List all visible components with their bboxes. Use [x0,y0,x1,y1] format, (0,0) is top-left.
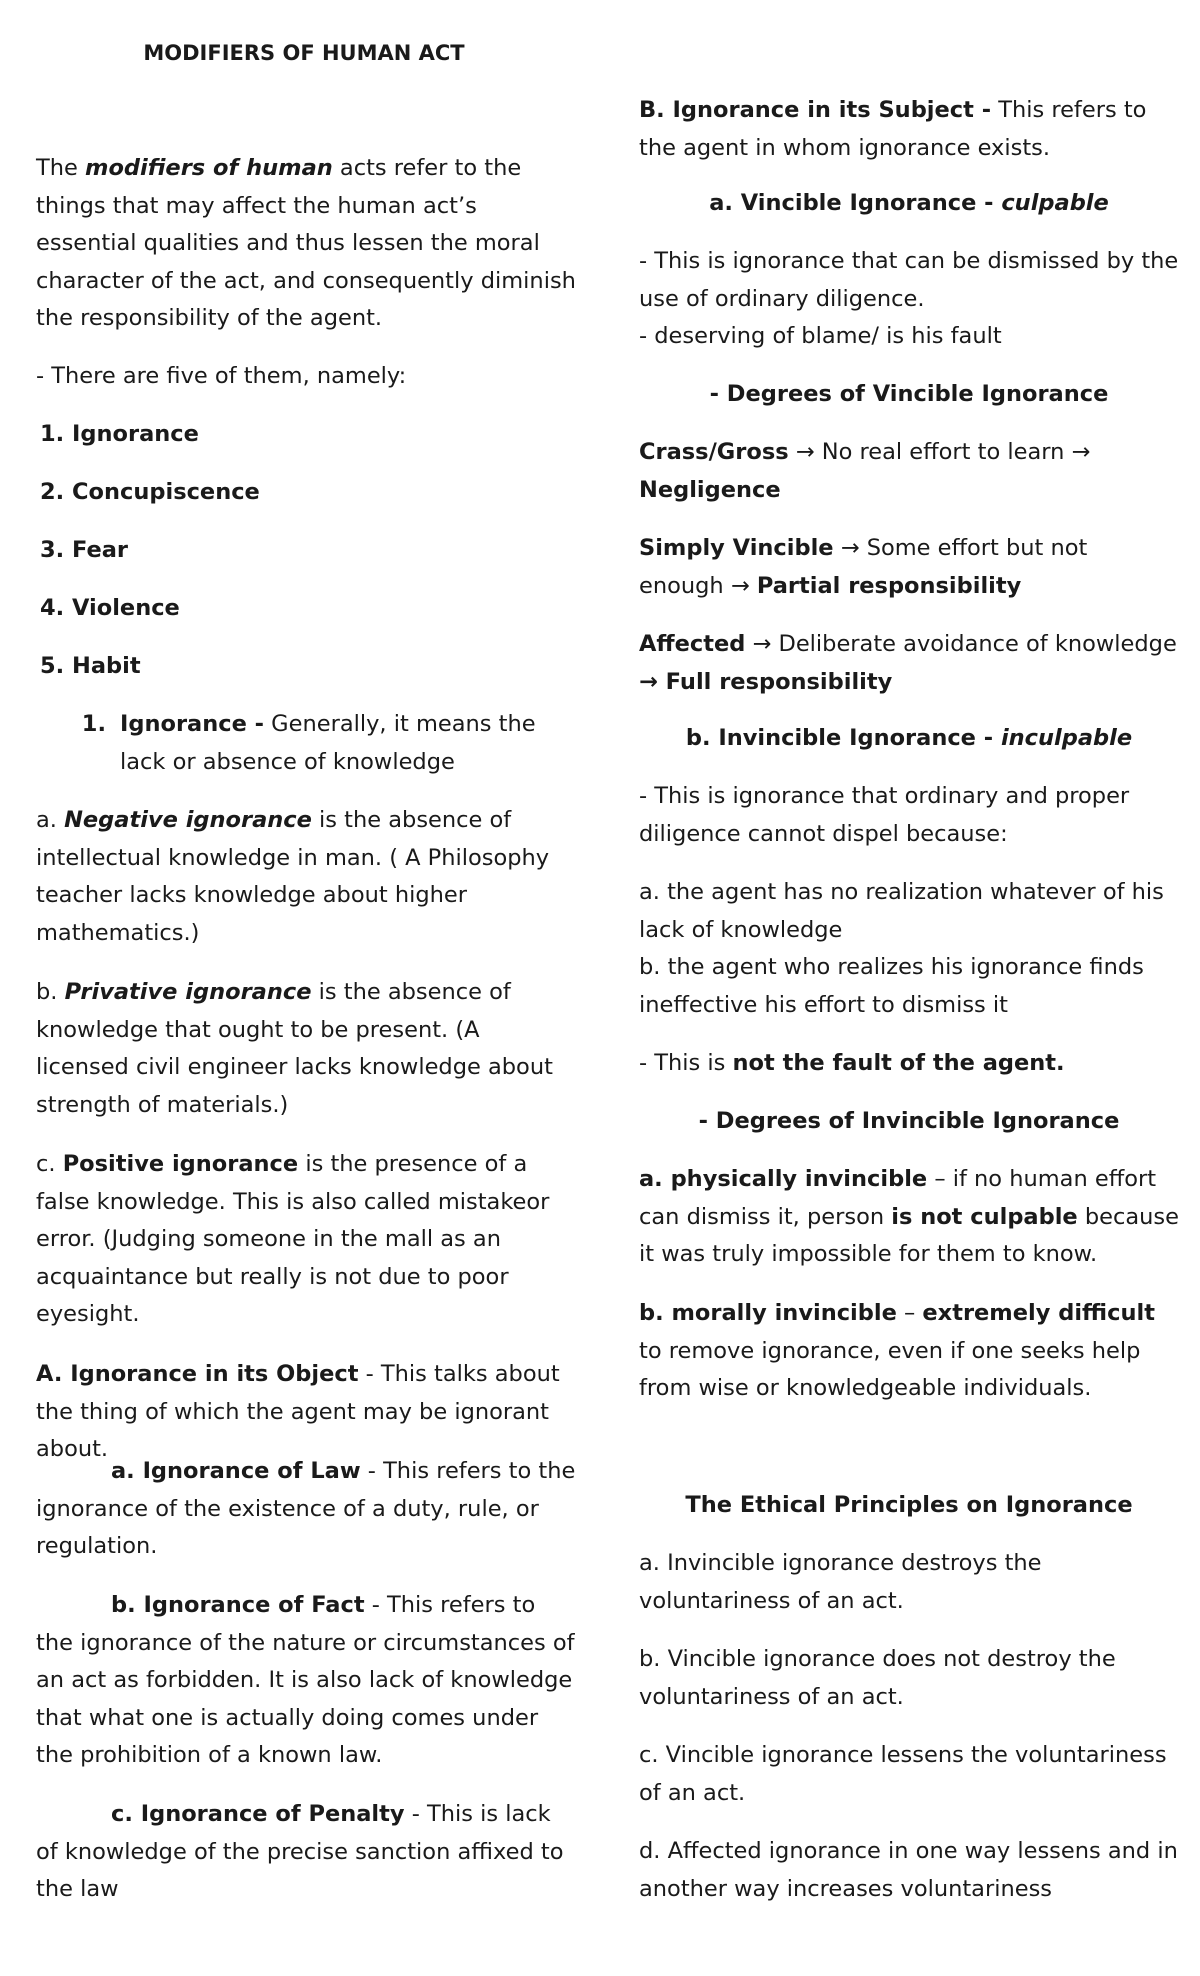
section-heading: A. Ignorance in its Object [36,1361,359,1387]
list-item-habit [40,648,141,686]
vincible-heading [639,185,1179,223]
degree-bold: extremely difficult [922,1300,1155,1326]
section-text: - This talks about the thing of which the agent may be ignorant about. [36,1361,560,1462]
invincible-description: - This is ignorance that ordinary and proper diligence cannot dispel because: [639,783,1130,847]
invincible-reason-b: b. the agent who realizes his ignorance finds ineffective his effort to dismiss it [639,954,1144,1018]
item-text: - This refers to the ignorance of the nature or circumstances of an act as forbidden. It is also lack of knowledge that what one is actually doing comes under the prohibition of a known law. [36,1592,575,1768]
principle-a: a. Invincible ignorance destroys the voluntariness of an act. [639,1550,1042,1614]
degree-text: → Some effort but not enough → [639,535,1088,599]
vincible-degrees-heading [639,376,1179,414]
principle-d: d. Affected ignorance in one way lessens and in another way increases voluntariness [639,1838,1178,1902]
item-prefix: c. [36,1151,63,1177]
list-item-label: 5. Habit [40,653,141,679]
degree-term: Affected [639,631,746,657]
note-text: - This is [639,1050,733,1076]
list-item-label: 1. Ignorance [40,421,199,447]
intro-pre: The [36,155,85,181]
physically-invincible [639,1161,1179,1274]
page-title: MODIFIERS OF HUMAN ACT [143,41,465,65]
heading-emphasis: inculpable [1000,725,1133,751]
intro-term: modifiers of human [85,155,333,181]
degree-text: → Deliberate avoidance of knowledge [745,631,1177,657]
item-prefix: a. [36,807,65,833]
intro-text: acts refer to the things that may affect the human act’s essential qualities and thus lessen the moral character of the act, and consequently diminish the responsibility of the agent. [36,155,576,331]
item-term: Positive ignorance [62,1151,299,1177]
degree-crass [639,434,1179,509]
heading-emphasis: culpable [1001,190,1109,216]
degree-result: Negligence [639,476,781,503]
definition-text: Generally, it means the lack or absence of knowledge [120,711,536,775]
degree-term: Crass/Gross [639,439,789,465]
list-item-label: 4. Violence [40,595,180,621]
heading-text: - Degrees of Vincible Ignorance [709,381,1109,407]
ignorance-of-fact [36,1587,576,1775]
list-item-label: 3. Fear [40,537,129,563]
positive-ignorance [36,1146,576,1334]
item-term: Privative ignorance [64,979,312,1005]
privative-ignorance [36,974,576,1124]
item-term: a. Ignorance of Law [111,1458,361,1484]
principle-c: c. Vincible ignorance lessens the voluntariness of an act. [639,1742,1167,1806]
invincible-reason-a: a. the agent has no realization whatever of his lack of knowledge [639,879,1164,943]
vincible-blame: - deserving of blame/ is his fault [639,323,1002,349]
item-term: Negative ignorance [64,807,312,833]
morally-invincible [639,1295,1179,1408]
degree-term: b. morally invincible [639,1300,897,1326]
principle-b: b. Vincible ignorance does not destroy the voluntariness of an act. [639,1646,1116,1710]
ignorance-of-law [36,1453,576,1566]
ignorance-definition [36,706,576,781]
degree-text: to remove ignorance, even if one seeks help from wise or knowledgeable individuals. [639,1337,1141,1401]
degree-text: – [896,1300,923,1326]
list-item-ignorance [40,416,199,454]
invincible-heading [639,720,1179,758]
ignorance-of-penalty [36,1796,576,1909]
negative-ignorance [36,802,576,952]
item-prefix: b. [36,979,65,1005]
definition-number: 1. [81,711,106,737]
definition-term: Ignorance - [120,711,265,737]
item-term: c. Ignorance of Penalty [111,1801,405,1827]
list-item-label: 2. Concupiscence [40,479,260,505]
list-item-violence [40,590,180,628]
vincible-description: - This is ignorance that can be dismissed by the use of ordinary diligence. [639,248,1179,312]
degree-simply-vincible [639,530,1179,605]
ignorance-in-object [36,1356,576,1469]
five-note: - There are five of them, namely: [36,363,407,389]
note-bold: not the fault of the agent. [732,1050,1065,1076]
degree-term: a. physically invincible [639,1166,928,1192]
invincible-degrees-heading [639,1103,1179,1141]
ignorance-in-subject [639,92,1179,167]
degree-text: – if no human effort can dismiss it, person [639,1166,1157,1230]
section-heading: B. Ignorance in its Subject - [639,97,992,123]
degree-term: Simply Vincible [639,535,834,561]
item-text: is the absence of intellectual knowledge in man. ( A Philosophy teacher lacks knowledge about higher mathematics.) [36,807,550,946]
heading-text: - Degrees of Invincible Ignorance [698,1108,1120,1134]
principles-heading [639,1487,1179,1525]
not-fault-note [639,1045,1179,1083]
item-text: - This refers to the ignorance of the existence of a duty, rule, or regulation. [36,1458,576,1559]
item-text: is the absence of knowledge that ought to be present. (A licensed civil engineer lacks knowledge about strength of materials.) [36,979,553,1118]
heading-term: b. Invincible Ignorance - [685,725,1001,751]
item-text: - This is lack of knowledge of the precise sanction affixed to the law [36,1801,564,1902]
heading-text: The Ethical Principles on Ignorance [685,1492,1133,1518]
degree-text: → No real effort to learn → [788,439,1091,465]
degree-result: Partial responsibility [756,572,1022,599]
item-term: b. Ignorance of Fact [111,1592,365,1618]
list-item-fear [40,532,128,570]
degree-result: → Full responsibility [639,668,893,695]
degree-text: because it was truly impossible for them to know. [639,1203,1179,1267]
list-item-concupiscence [40,474,260,512]
degree-affected [639,626,1179,701]
intro-paragraph [36,150,576,338]
section-text: This refers to the agent in whom ignorance exists. [639,97,1147,161]
item-text: is the presence of a false knowledge. This is also called mistakeor error. (Judging someone in the mall as an acquaintance but really is not due to poor eyesight. [36,1151,550,1327]
heading-term: a. Vincible Ignorance - [709,190,1002,216]
degree-bold: is not culpable [891,1203,1078,1230]
